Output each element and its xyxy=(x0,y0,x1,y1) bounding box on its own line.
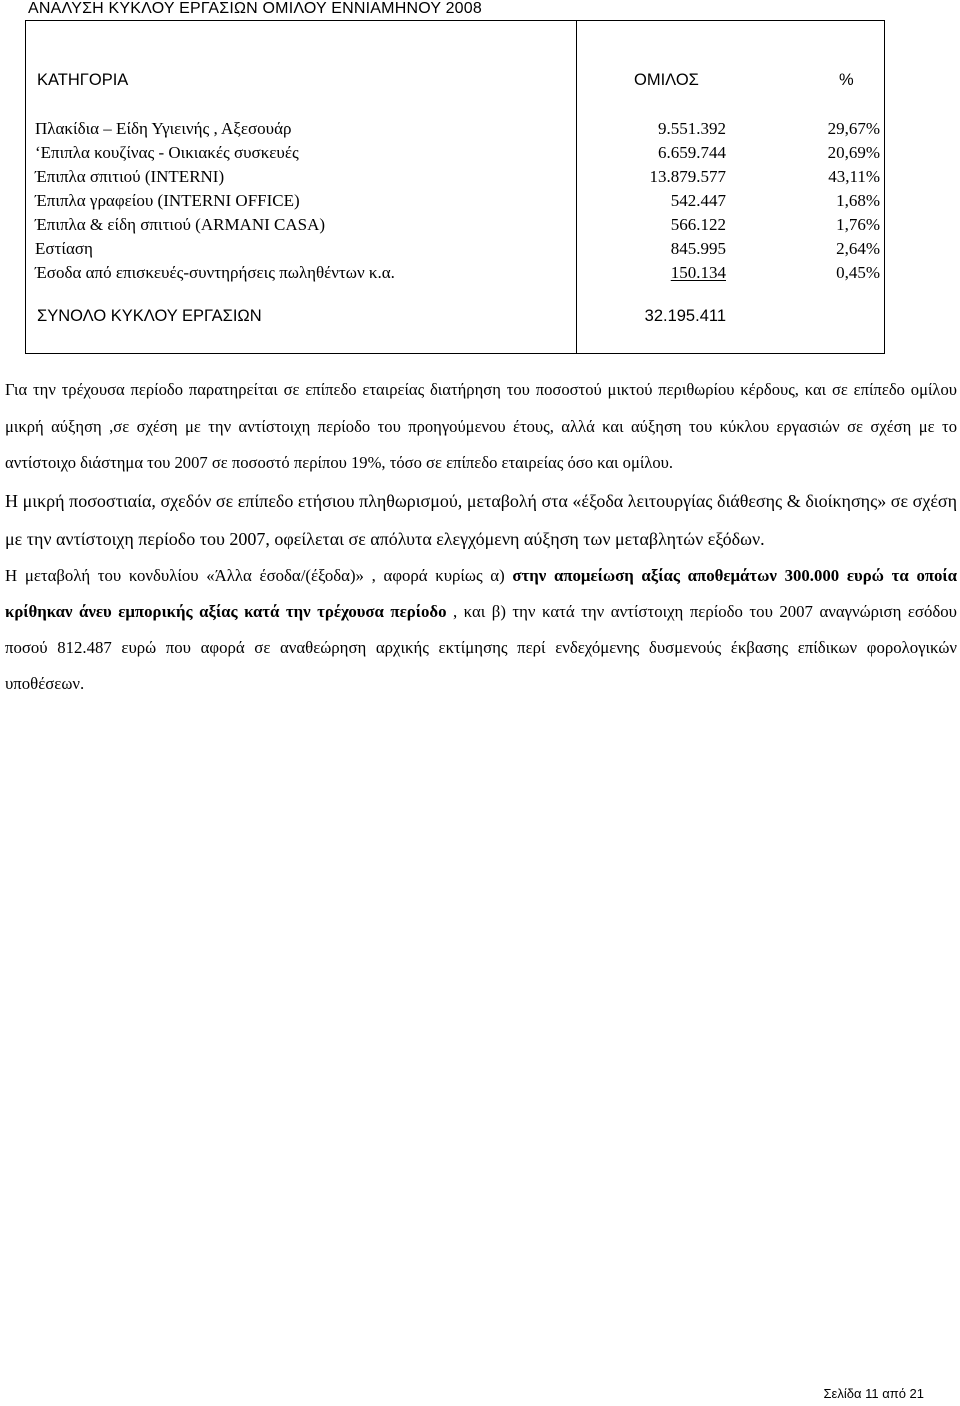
row-percent: 29,67% xyxy=(827,119,880,138)
row-category: Πλακίδια – Είδη Υγιεινής , Αξεσουάρ xyxy=(35,119,292,138)
document-title: ΑΝΑΛΥΣΗ ΚΥΚΛΟΥ ΕΡΓΑΣΙΩΝ ΟΜΙΛΟΥ ΕΝΝΙΑΜΗΝΟΥ 2008 xyxy=(28,0,482,17)
row-category: Έπιπλα & είδη σπιτιού (ARMANI CASA) xyxy=(35,215,326,234)
row-group-value: 13.879.577 xyxy=(649,167,726,186)
table-row xyxy=(26,191,884,215)
paragraph-other-income xyxy=(5,558,957,702)
total-label: ΣΥΝΟΛΟ ΚΥΚΛΟΥ ΕΡΓΑΣΙΩΝ xyxy=(37,307,262,325)
row-percent: 2,64% xyxy=(836,239,880,258)
paragraph-other-income-start: Η μεταβολή του κονδυλίου «Άλλα έσοδα/(έξοδα)» , αφορά κυρίως α) xyxy=(5,565,513,585)
row-category: Έσοδα από επισκευές-συντηρήσεις πωληθέντων κ.α. xyxy=(35,263,395,282)
header-group: ΟΜΙΛΟΣ xyxy=(634,71,699,89)
paragraph-other-income-bold: στην απομείωση αξίας αποθεμάτων 300.000 ευρώ τα οποία κρίθηκαν άνευ εμπορικής αξίας κατά την τρέχουσα περίοδο xyxy=(5,565,957,621)
row-category: ‘Επιπλα κουζίνας - Οικιακές συσκευές xyxy=(35,143,299,162)
row-group-value: 6.659.744 xyxy=(658,143,726,162)
table-row xyxy=(26,215,884,239)
row-percent: 1,76% xyxy=(836,215,880,234)
row-group-value: 150.134 xyxy=(670,263,726,282)
total-value: 32.195.411 xyxy=(644,307,726,325)
table-row xyxy=(26,263,884,287)
row-category: Εστίαση xyxy=(35,239,93,258)
table-body xyxy=(26,119,884,287)
header-category: ΚΑΤΗΓΟΡΙΑ xyxy=(37,71,129,89)
paragraph-other-income-end: , και β) την κατά την αντίστοιχη περίοδο του 2007 αναγνώριση εσόδου ποσού 812.487 ευρώ που αφορά σε αναθεώρηση αρχικής εκτίμησης περί ενδεχόμενης δυσμενούς έκβασης επίδικων φορολογικών υποθέσεων. xyxy=(5,601,957,693)
row-percent: 20,69% xyxy=(827,143,880,162)
table-row xyxy=(26,143,884,167)
header-percent: % xyxy=(839,71,854,89)
table-row xyxy=(26,239,884,263)
revenue-analysis-table xyxy=(25,20,885,354)
paragraph-gross-margin: Για την τρέχουσα περίοδο παρατηρείται σε επίπεδο εταιρείας διατήρηση του ποσοστού μικτού περιθωρίου κέρδους, και σε επίπεδο ομίλου μικρή αύξηση ,σε σχέση με την αντίστοιχη περίοδο του προηγούμενου έτους, αλλά και αύξηση του κύκλου εργασιών σε σχέση με το αντίστοιχο διάστημα του 2007 σε ποσοστό περίπου 19%, τόσο σε επίπεδο εταιρείας όσο και ομίλου. xyxy=(5,380,957,472)
row-category: Έπιπλα γραφείου (INTERNI OFFICE) xyxy=(35,191,300,210)
commentary-text xyxy=(5,372,957,702)
paragraph-operating-expenses: Η μικρή ποσοστιαία, σχεδόν σε επίπεδο ετήσιου πληθωρισμού, μεταβολή στα «έξοδα λειτουργίας διάθεσης & διοίκησης» σε σχέση με την αντίστοιχη περίοδο του 2007, οφείλεται σε απόλυτα ελεγχόμενη αύξηση των μεταβλητών εξόδων. xyxy=(5,490,957,549)
row-group-value: 542.447 xyxy=(670,191,726,210)
row-percent: 0,45% xyxy=(836,263,880,282)
row-category: Έπιπλα σπιτιού (INTERNI) xyxy=(35,167,225,186)
page-number: Σελίδα 11 από 21 xyxy=(823,1386,924,1401)
row-group-value: 9.551.392 xyxy=(658,119,726,138)
table-row xyxy=(26,119,884,143)
row-group-value: 845.995 xyxy=(670,239,726,258)
row-percent: 43,11% xyxy=(828,167,880,186)
row-percent: 1,68% xyxy=(836,191,880,210)
row-group-value: 566.122 xyxy=(670,215,726,234)
table-row xyxy=(26,167,884,191)
